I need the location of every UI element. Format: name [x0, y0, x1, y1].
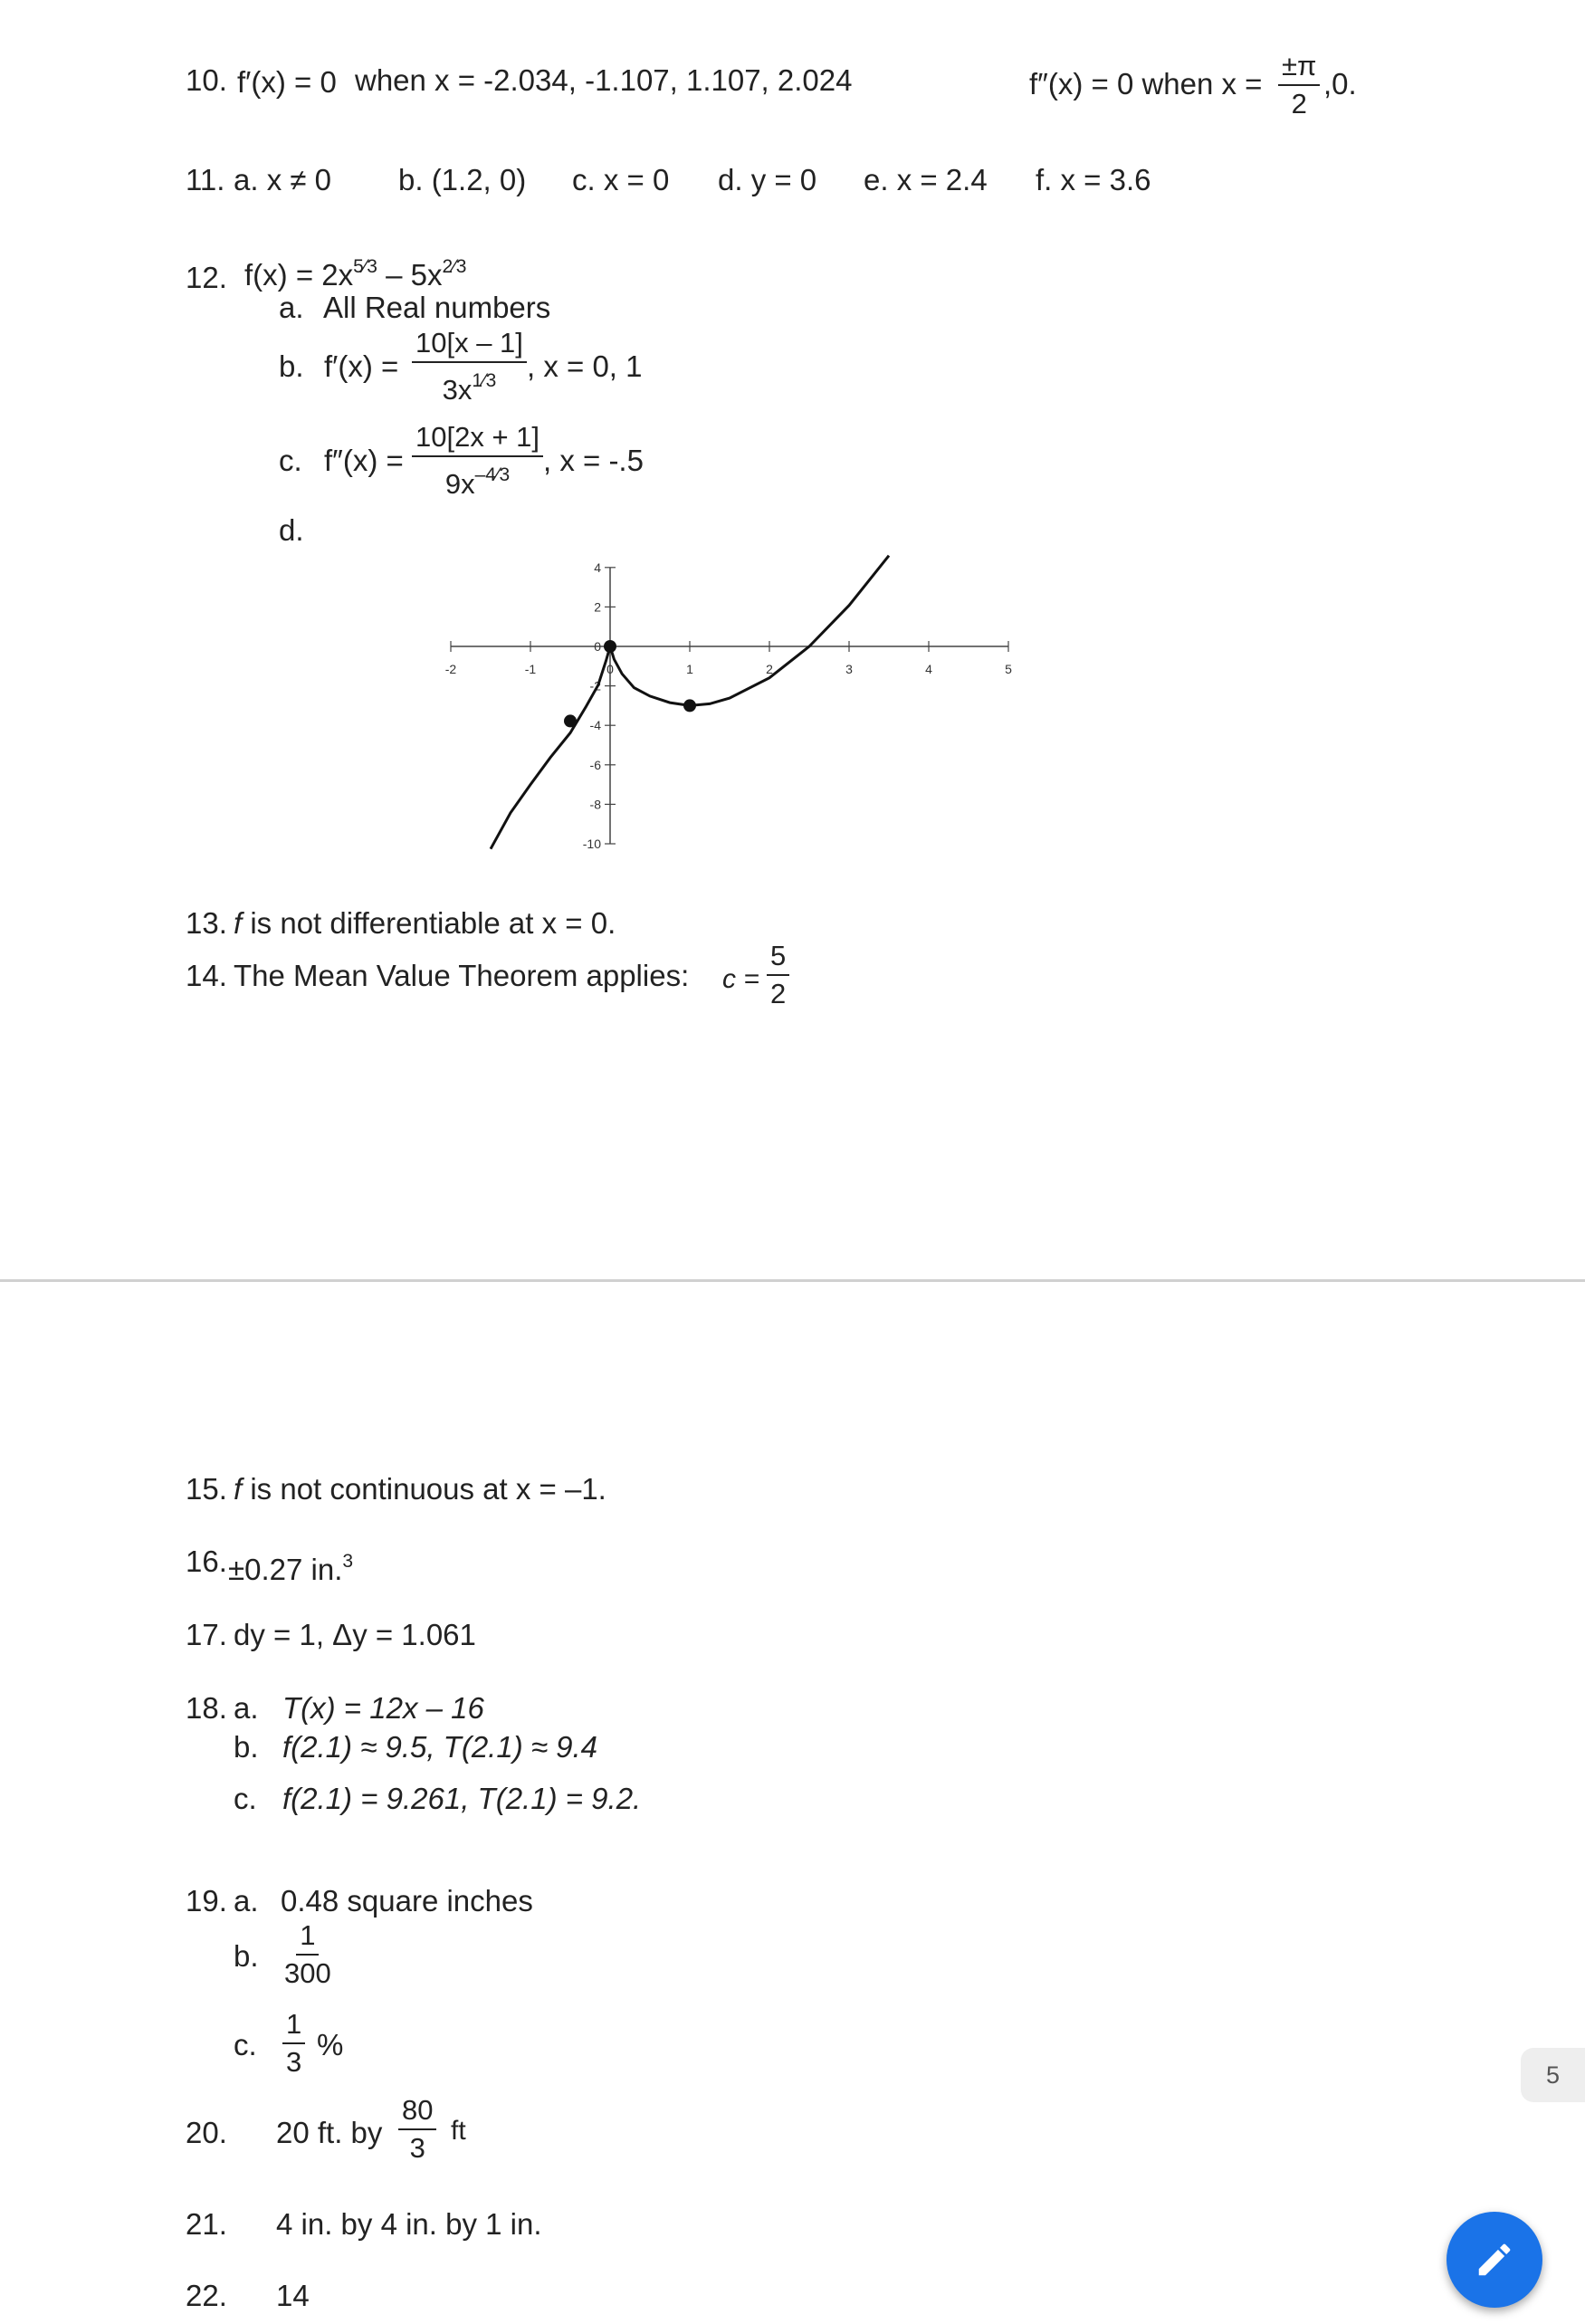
item16-text	[228, 1545, 353, 1587]
item13-text	[234, 906, 616, 941]
item16-sup: 3	[342, 1551, 354, 1572]
item11-part-b: b. (1.2, 0)	[398, 163, 527, 196]
item11-part-f: f. x = 3.6	[1036, 163, 1151, 196]
graph-tick-labels	[445, 560, 1012, 851]
item16-body: ±0.27 in.	[228, 1553, 343, 1586]
item19-b-num: 1	[296, 1920, 319, 1956]
edit-button[interactable]	[1447, 2212, 1542, 2308]
item11-part-c: c. x = 0	[572, 163, 670, 196]
item10-fprime-rest: when x = -2.034, -1.107, 1.107, 2.024	[355, 63, 853, 97]
item20-frac-den: 3	[409, 2132, 425, 2164]
item12-b-tail: , x = 0, 1	[527, 349, 643, 383]
item14-text: The Mean Value Theorem applies:	[234, 959, 690, 992]
item14-fraction	[767, 941, 789, 1009]
item13-body: is not differentiable at x = 0.	[242, 906, 616, 940]
item17-text: dy = 1, Δy = 1.061	[234, 1618, 476, 1651]
item10-frac-num: ±π	[1278, 51, 1320, 86]
graph-x-tick-label: -2	[444, 662, 457, 676]
item20-tail: ft	[451, 2116, 466, 2146]
item11-part-e: e. x = 2.4	[864, 163, 988, 196]
item19-b-den: 300	[284, 1957, 331, 1989]
graph-x-tick-label: 1	[686, 662, 693, 676]
item21-text: 4 in. by 4 in. by 1 in.	[276, 2207, 542, 2241]
item10-tail: ,0.	[1323, 67, 1357, 100]
graph-x-tick-label: 0	[606, 662, 614, 676]
graph-x-tick-label: 2	[766, 662, 773, 676]
item19-c-tail: %	[317, 2028, 344, 2061]
item19-b-label: b.	[234, 1939, 259, 1973]
graph-y-tick-label: -8	[589, 797, 601, 812]
item12-a-text: All Real numbers	[323, 291, 551, 324]
item12-c-tail: , x = -.5	[543, 444, 644, 477]
graph-x-tick-label: 3	[845, 662, 853, 676]
item19-c-num: 1	[282, 2009, 305, 2044]
item18-c-label: c.	[234, 1782, 257, 1815]
item12-b-num: 10[x – 1]	[412, 328, 527, 363]
item12-c-lhs: f″(x) =	[324, 444, 404, 477]
item12-b-fraction	[412, 328, 527, 406]
item10-fprime-expr: f′(x) = 0	[237, 65, 337, 99]
graph-x-tick-label: 4	[925, 662, 932, 676]
graph-point	[564, 714, 577, 727]
item12-c-label: c.	[279, 444, 302, 477]
item12-a-label: a.	[279, 291, 304, 324]
item18-number: 18.	[186, 1691, 227, 1725]
item15-f: f	[234, 1472, 243, 1506]
item19-c-fraction	[282, 2009, 305, 2078]
item12-graph	[434, 534, 1023, 860]
item20-fraction	[398, 2095, 436, 2164]
graph-x-tick-label: 5	[1005, 662, 1012, 676]
item12-function-lhs: f(x) = 2x	[244, 258, 354, 292]
item11-part-d: d. y = 0	[718, 163, 817, 196]
item15-body: is not continuous at x = –1.	[242, 1472, 606, 1506]
item10-fdouble-expr: f″(x) = 0 when x =	[1029, 67, 1263, 100]
graph-y-tick-label: -2	[589, 678, 601, 693]
item19-c-den: 3	[286, 2046, 302, 2078]
item20-number: 20.	[186, 2116, 227, 2149]
item10-number: 10.	[186, 63, 227, 97]
graph-y-tick-label: -4	[589, 718, 601, 733]
graph-y-tick-label: -6	[589, 757, 601, 772]
item22-text: 14	[276, 2279, 310, 2312]
item14-c-lhs: c =	[722, 964, 759, 994]
item12-c-num: 10[2x + 1]	[412, 422, 543, 457]
item15-number: 15.	[186, 1472, 227, 1506]
item20-frac-num: 80	[398, 2095, 436, 2130]
item19-number: 19.	[186, 1884, 227, 1918]
graph-y-tick-label: 4	[594, 559, 601, 575]
item14-frac-num: 5	[767, 941, 789, 976]
item19-a-text: 0.48 square inches	[281, 1884, 533, 1918]
graph-y-tick-label: 2	[594, 599, 601, 615]
item11-part-a: a. x ≠ 0	[234, 163, 331, 196]
item12-c-den-exp: –4⁄3	[474, 464, 511, 485]
item12-function-mid: – 5x	[377, 258, 443, 292]
item10-fraction	[1278, 51, 1320, 120]
item18-a-label: a.	[234, 1691, 259, 1725]
item20-text: 20 ft. by	[276, 2116, 383, 2149]
item12-exp1: 5⁄3	[353, 256, 377, 277]
item19-b-fraction	[281, 1920, 335, 1989]
item17-number: 17.	[186, 1618, 227, 1651]
graph-point	[604, 640, 616, 653]
item18-b-label: b.	[234, 1730, 259, 1764]
item12-b-lhs: f′(x) =	[324, 349, 399, 383]
page-divider	[0, 1279, 1585, 1282]
item15-text	[234, 1472, 606, 1506]
item12-function	[244, 250, 466, 292]
item12-b-den-exp: 1⁄3	[472, 370, 497, 391]
item18-a-text: T(x) = 12x – 16	[282, 1691, 484, 1725]
item12-number: 12.	[186, 261, 227, 294]
item16-number: 16.	[186, 1545, 227, 1578]
item12-b-label: b.	[279, 349, 304, 383]
item12-c-den	[442, 457, 513, 500]
graph-x-tick-label: -1	[524, 662, 537, 676]
item18-b-text: f(2.1) ≈ 9.5, T(2.1) ≈ 9.4	[282, 1730, 598, 1764]
page-number-badge: 5	[1521, 2048, 1585, 2102]
item12-d-label: d.	[279, 513, 304, 547]
item14-frac-den: 2	[770, 978, 787, 1009]
item13-f: f	[234, 906, 243, 940]
item12-b-den	[439, 363, 501, 406]
item22-number: 22.	[186, 2279, 227, 2312]
item19-c-label: c.	[234, 2028, 257, 2061]
item10-frac-den: 2	[1291, 88, 1307, 120]
graph-y-tick-label: 0	[594, 639, 601, 654]
item18-c-text: f(2.1) = 9.261, T(2.1) = 9.2.	[282, 1782, 642, 1815]
item12-c-fraction	[412, 422, 543, 500]
pencil-icon	[1474, 2239, 1515, 2281]
item21-number: 21.	[186, 2207, 227, 2241]
item12-b-den-base: 3x	[442, 374, 473, 406]
graph-point	[683, 699, 696, 712]
item12-exp2: 2⁄3	[442, 256, 467, 277]
graph-y-tick-label: -10	[582, 837, 601, 851]
item12-c-den-base: 9x	[444, 468, 475, 500]
item13-number: 13.	[186, 906, 227, 940]
item19-a-label: a.	[234, 1884, 259, 1918]
item11-number: 11.	[186, 163, 225, 196]
item14-number: 14.	[186, 959, 227, 992]
graph-axes	[451, 568, 1008, 844]
